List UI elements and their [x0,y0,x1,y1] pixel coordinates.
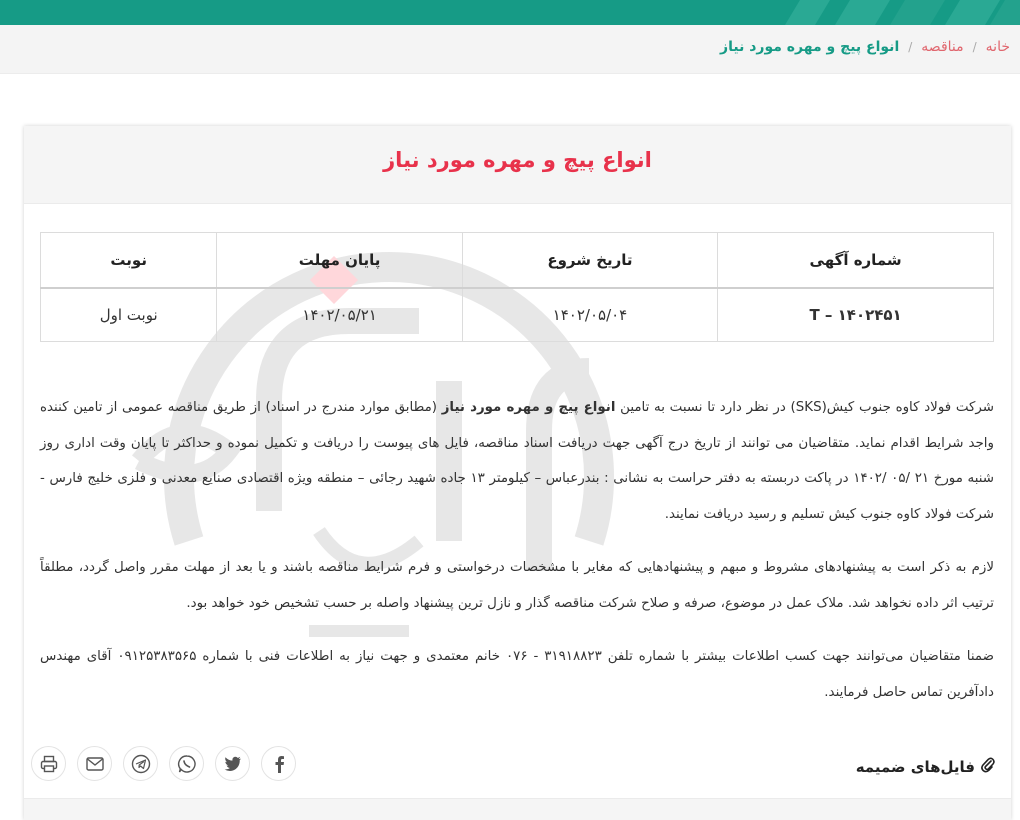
whatsapp-icon [177,754,197,774]
share-buttons [31,746,296,781]
tender-card [24,126,1011,820]
page-title: انواع پیچ و مهره مورد نیاز [383,148,652,172]
paragraph-bold-subject: انواع پیچ و مهره مورد نیاز [441,400,616,415]
brand-bar-pattern [0,0,1020,25]
cell-round: نوبت اول [41,288,217,342]
header-ad-number: شماره آگهی [718,233,994,289]
print-icon [40,755,58,773]
paragraph-text: شرکت فولاد کاوه جنوب کیش(SKS) در نظر دارد تا نسبت به تامین [615,400,994,415]
email-share-button[interactable] [77,746,112,781]
twitter-icon [224,756,242,772]
breadcrumb-bar [0,25,1020,74]
cell-ad-number: T – ۱۴۰۲۴۵۱ [718,288,994,342]
description-paragraph-3: ضمنا متقاضیان می‌توانند جهت کسب اطلاعات بیشتر با شماره تلفن ۳۱۹۱۸۸۲۳ - ۰۷۶ خانم معتمدی و جهت نیاز به اطلاعات فنی با شماره ۰۹۱۲۵۳۸۳۵۶۵ آقای مهندس دادآفرین تماس حاصل فرمایند. [40,649,994,700]
twitter-share-button[interactable] [215,746,250,781]
facebook-share-button[interactable] [261,746,296,781]
card-footer [24,798,1011,820]
facebook-icon [273,755,285,773]
breadcrumb-section-link[interactable]: مناقصه [921,39,964,55]
breadcrumb-current: انواع پیچ و مهره مورد نیاز [720,39,900,55]
paperclip-icon [981,757,995,777]
cell-start-date: ۱۴۰۲/۰۵/۰۴ [462,288,717,342]
attachments-heading [856,757,995,777]
header-deadline: پایان مهلت [217,233,462,289]
breadcrumb-separator: / [972,40,977,54]
breadcrumb-separator: / [908,40,913,54]
table-header-row [41,233,994,289]
header-round: نوبت [41,233,217,289]
description-paragraph-1 [40,390,994,532]
card-header [24,126,1011,204]
table-row [41,288,994,342]
email-icon [86,757,104,771]
tender-info-table [40,232,994,342]
paragraph-text: (مطابق موارد مندرج در اسناد) از طریق مناقصه عمومی از تامین کننده واجد شرایط اقدام نماید. متقاضیان می توانند از تاریخ درج آگهی جهت دریافت اسناد مناقصه، فایل های پیوست را دریافت و تکمیل نموده و حداکثر تا پایان وقت اداری روز شنبه مورخ ۲۱ /۰۵ /۱۴۰۲ در پاکت دربسته به دفتر حراست به نشانی : بندرعباس – کیلومتر ۱۳ جاده شهید رجائی – منطقه ویژه اقتصادی صنایع معدنی و فلزی خلیج فارس - شرکت فولاد کاوه جنوب کیش تسلیم و رسید دریافت نمایند. [40,400,994,522]
cell-deadline: ۱۴۰۲/۰۵/۲۱ [217,288,462,342]
description-paragraph-2: لازم به ذکر است به پیشنهادهای مشروط و مبهم و پیشنهادهایی که مغایر با مشخصات درخواستی و فرم شرایط مناقصه باشند و یا بعد از مهلت مقرر واصل گردد، مطلقاً ترتیب اثر داده نخواهد شد. ملاک عمل در موضوع، صرفه و صلاح شرکت مناقصه گذار و نازل ترین پیشنهاد واصله بر حسب تشخیص خود خواهد بود. [40,560,994,611]
whatsapp-share-button[interactable] [169,746,204,781]
telegram-share-button[interactable] [123,746,158,781]
top-brand-bar [0,0,1020,25]
breadcrumb [720,39,1010,55]
attachments-label: فایل‌های ضمیمه [855,758,975,776]
print-button[interactable] [31,746,66,781]
header-start-date: تاریخ شروع [462,233,717,289]
tender-description [40,390,994,728]
telegram-icon [131,754,151,774]
breadcrumb-home-link[interactable]: خانه [985,39,1010,55]
